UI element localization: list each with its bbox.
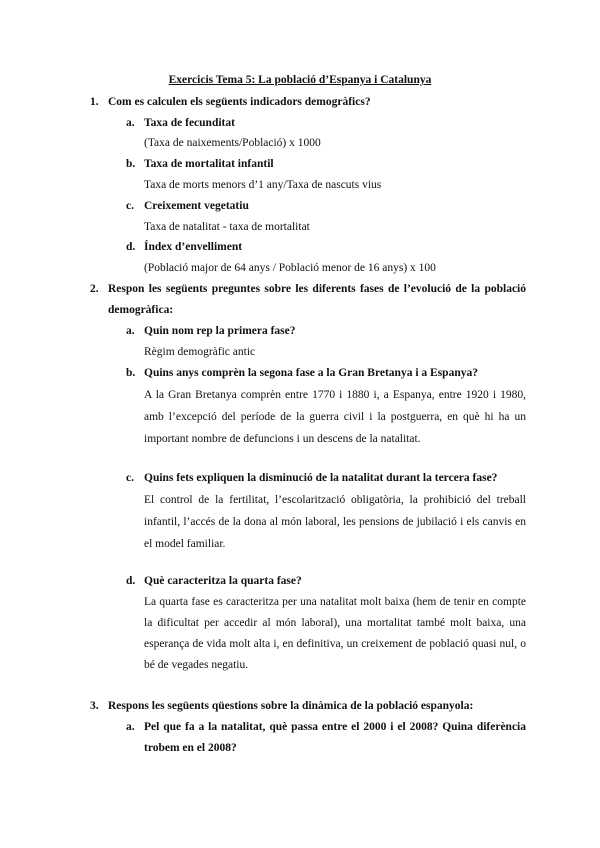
item-letter: d. bbox=[126, 575, 136, 587]
question-3 bbox=[90, 696, 526, 716]
question-number: 1. bbox=[90, 96, 99, 108]
item-letter: b. bbox=[126, 367, 136, 379]
q2-answer-b: A la Gran Bretanya comprèn entre 1770 i 1880 i, a Espanya, entre 1920 i 1980, amb l’excepció del període de la guerra civil i la postguerra, en què hi ha un important nombre de defuncions i un descens de la natalitat. bbox=[144, 389, 526, 445]
item-title: Creixement vegetatiu bbox=[144, 200, 249, 212]
q1-answer-c: Taxa de natalitat - taxa de mortalitat bbox=[144, 221, 310, 233]
q2-item-d bbox=[126, 571, 526, 591]
q2-item-c bbox=[126, 468, 526, 488]
q1-item-d bbox=[126, 237, 526, 257]
item-title: Índex d’envelliment bbox=[144, 241, 243, 253]
item-title: Què caracteritza la quarta fase? bbox=[144, 575, 302, 587]
item-title: Taxa de fecunditat bbox=[144, 117, 235, 129]
question-1 bbox=[90, 92, 526, 112]
question-text: Respons les següents qüestions sobre la dinàmica de la població espanyola: bbox=[108, 700, 474, 712]
item-title: Quins fets expliquen la disminució de la natalitat durant la tercera fase? bbox=[144, 472, 498, 484]
item-letter: c. bbox=[126, 200, 134, 212]
item-letter: b. bbox=[126, 158, 136, 170]
q2-item-a bbox=[126, 321, 526, 341]
question-number: 3. bbox=[90, 700, 99, 712]
q1-item-c bbox=[126, 196, 526, 216]
item-letter: c. bbox=[126, 472, 134, 484]
item-letter: d. bbox=[126, 241, 136, 253]
item-title: Taxa de mortalitat infantil bbox=[144, 158, 274, 170]
item-title: Pel que fa a la natalitat, què passa entre el 2000 i el 2008? Quina diferència trobem en el 2008? bbox=[144, 721, 526, 754]
item-title: Quin nom rep la primera fase? bbox=[144, 325, 296, 337]
document-title: Exercicis Tema 5: La població d’Espanya i Catalunya bbox=[168, 74, 432, 86]
question-text: Com es calculen els següents indicadors demogràfics? bbox=[108, 96, 371, 108]
q1-answer-a: (Taxa de naixements/Població) x 1000 bbox=[144, 137, 321, 149]
question-text: Respon les següents preguntes sobre les diferents fases de l’evolució de la població demogràfica: bbox=[108, 283, 526, 316]
q1-answer-d: (Població major de 64 anys / Població menor de 16 anys) x 100 bbox=[144, 262, 436, 274]
item-letter: a. bbox=[126, 117, 135, 129]
item-letter: a. bbox=[126, 721, 135, 733]
q2-answer-d: La quarta fase es caracteritza per una natalitat molt baixa (hem de tenir en compte la dificultat per accedir al món laboral), una mortalitat també molt baixa, una esperança de vida molt alta i, en definitiva, un creixement de població quasi nul, o bé de vegades negatiu. bbox=[144, 596, 526, 671]
q2-answer-a: Règim demogràfic antic bbox=[144, 346, 256, 358]
q1-item-b bbox=[126, 154, 526, 174]
q1-answer-b: Taxa de morts menors d’1 any/Taxa de nascuts vius bbox=[144, 179, 382, 191]
q1-item-a bbox=[126, 113, 526, 133]
question-2 bbox=[90, 279, 526, 321]
q2-answer-c: El control de la fertilitat, l’escolarització obligatòria, la prohibició del treball infantil, l’accés de la dona al món laboral, les pensions de jubilació i els canvis en el model familiar. bbox=[144, 494, 526, 550]
item-title: Quins anys comprèn la segona fase a la Gran Bretanya i a Espanya? bbox=[144, 367, 478, 379]
q3-item-a bbox=[126, 717, 526, 759]
question-number: 2. bbox=[90, 283, 99, 295]
item-letter: a. bbox=[126, 325, 135, 337]
q2-item-b bbox=[126, 363, 526, 383]
